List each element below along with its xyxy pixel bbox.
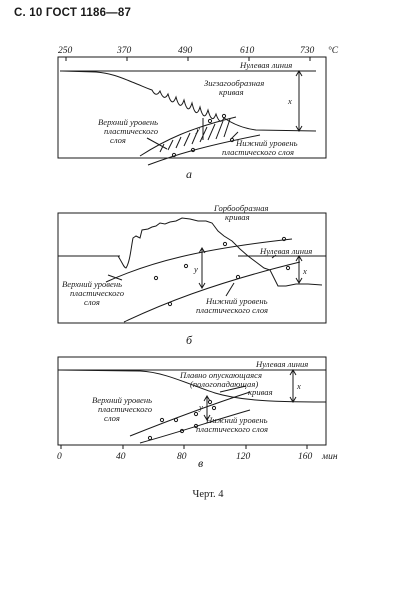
label-upper-c-2: пластического xyxy=(98,404,153,414)
label-x-a: x xyxy=(288,96,292,106)
label-upper-a-1: Верхний уровень xyxy=(98,117,159,127)
scale-a-4: 730 xyxy=(300,46,315,56)
scale-a-3: 610 xyxy=(240,46,255,56)
panel-letter-b: б xyxy=(186,333,193,347)
label-humped-1: Горбообразная xyxy=(214,203,269,213)
label-x-c: x xyxy=(297,381,301,391)
scale-c-unit: мин xyxy=(322,452,338,462)
scale-c-0: 0 xyxy=(57,452,62,462)
label-upper-b-1: Верхний уровень xyxy=(62,279,123,289)
scale-c-2: 80 xyxy=(177,452,187,462)
scale-c-1: 40 xyxy=(116,452,126,462)
label-humped-2: кривая xyxy=(225,212,250,222)
label-smooth-3: кривая xyxy=(248,387,273,397)
label-upper-b-3: слоя xyxy=(84,297,100,307)
label-upper-b-2: пластического xyxy=(70,288,125,298)
label-lower-a-2: пластического слоя xyxy=(222,147,295,157)
panel-letter-a: а xyxy=(186,167,192,181)
page-header: С. 10 ГОСТ 1186—87 xyxy=(14,7,132,19)
label-lower-a-1: Нижний уровень xyxy=(236,138,298,148)
panel-letter-c: в xyxy=(198,456,204,470)
label-upper-a-2: пластического xyxy=(104,126,159,136)
label-upper-c-3: слоя xyxy=(104,413,120,423)
label-upper-c-1: Верхний уровень xyxy=(92,395,153,405)
label-upper-a-3: слоя xyxy=(110,135,126,145)
label-y-b: y xyxy=(194,264,198,274)
label-lower-b-1: Нижний уровень xyxy=(206,296,268,306)
scale-a-unit: °C xyxy=(328,46,339,56)
label-y-a: y xyxy=(196,124,200,134)
scale-c-3: 120 xyxy=(236,452,251,462)
scale-a-1: 370 xyxy=(117,46,132,56)
label-lower-c-1: Нижний уровень xyxy=(206,415,268,425)
label-lower-b-2: пластического слоя xyxy=(196,305,269,315)
scale-a-0: 250 xyxy=(58,46,73,56)
label-null-line-c: Нулевая линия xyxy=(256,359,309,369)
label-y-c: y xyxy=(199,402,203,412)
label-lower-c-2: пластического слоя xyxy=(196,424,269,434)
label-zigzag-2: кривая xyxy=(219,87,244,97)
label-smooth-2: (пологопадающая) xyxy=(190,379,259,389)
label-null-line-a: Нулевая линия xyxy=(240,60,293,70)
label-null-line-b: Нулевая линия xyxy=(260,246,313,256)
figure-caption: Черт. 4 xyxy=(192,489,224,500)
label-smooth-1: Плавно опускающаяся xyxy=(180,370,262,380)
scale-a-2: 490 xyxy=(178,46,193,56)
scale-c-4: 160 xyxy=(298,452,313,462)
label-zigzag-1: Зигзагообразная xyxy=(204,78,265,88)
label-x-b: x xyxy=(303,266,307,276)
